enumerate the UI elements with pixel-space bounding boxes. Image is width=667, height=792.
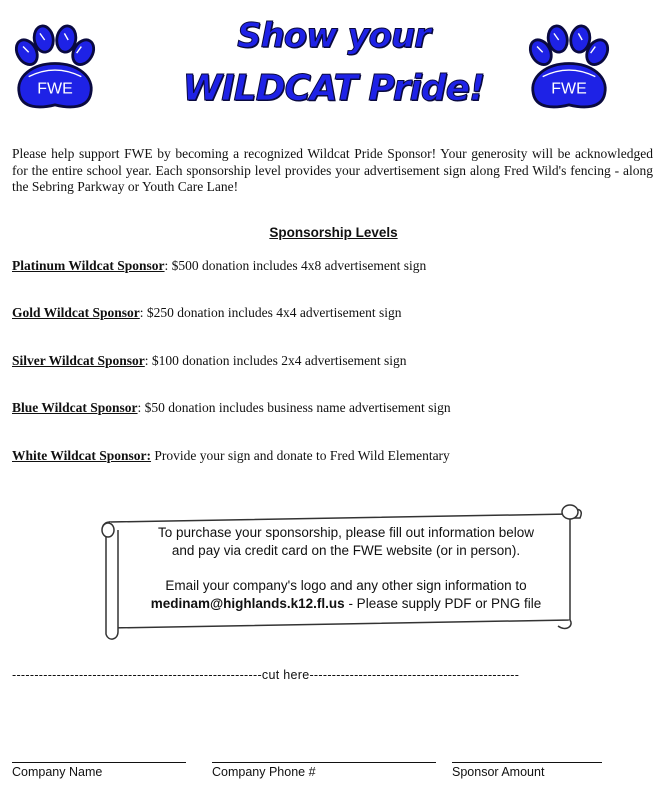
notice-line-4	[118, 595, 574, 613]
paw-logo-left	[8, 24, 102, 118]
level-desc: Provide your sign and donate to Fred Wild Elementary	[151, 448, 450, 463]
level-desc: : $50 donation includes business name advertisement sign	[137, 400, 451, 415]
sponsorship-levels-heading: Sponsorship Levels	[269, 225, 398, 240]
intro-paragraph: Please help support FWE by becoming a recognized Wildcat Pride Sponsor! Your generosity will be acknowledged for the entire school year. Each sponsorship level provides your advertisement sign along Fred Wild's fencing - along the Sebring Parkway or Youth Care Lane!	[12, 146, 653, 194]
level-name: Gold Wildcat Sponsor	[12, 305, 140, 320]
company-name-label: Company Name	[12, 765, 103, 779]
company-phone-line[interactable]	[212, 762, 436, 763]
level-gold	[12, 304, 657, 322]
level-platinum	[12, 257, 657, 275]
level-desc: : $250 donation includes 4x4 advertisement sign	[139, 305, 402, 320]
notice-file-types: - Please supply PDF or PNG file	[344, 596, 542, 611]
level-desc: : $500 donation includes 4x8 advertisement sign	[164, 258, 427, 273]
company-phone-label: Company Phone #	[212, 765, 316, 779]
level-silver	[12, 352, 657, 370]
contact-email[interactable]: medinam@highlands.k12.fl.us	[150, 596, 345, 611]
scroll-banner	[96, 500, 586, 645]
title-line-1: Show your	[237, 16, 430, 56]
paw-logo-left-text: FWE	[37, 80, 73, 98]
sponsor-amount-line[interactable]	[452, 762, 602, 763]
sponsor-amount-label: Sponsor Amount	[452, 765, 545, 779]
company-name-line[interactable]	[12, 762, 186, 763]
level-name: Blue Wildcat Sponsor	[12, 400, 138, 415]
cut-line: --------------------------------------------------------cut here-----------------------------------------------	[12, 668, 520, 682]
level-name: White Wildcat Sponsor:	[12, 448, 152, 463]
level-blue	[12, 399, 657, 417]
paw-logo-right	[522, 24, 616, 118]
level-name: Platinum Wildcat Sponsor	[12, 258, 165, 273]
level-white	[12, 447, 657, 465]
notice-line-3: Email your company's logo and any other sign information to	[165, 578, 527, 593]
notice-line-1: To purchase your sponsorship, please fill out information below	[158, 525, 534, 540]
notice-line-2: and pay via credit card on the FWE website (or in person).	[171, 543, 521, 558]
level-name: Silver Wildcat Sponsor	[12, 353, 145, 368]
level-desc: : $100 donation includes 2x4 advertisement sign	[144, 353, 407, 368]
paw-logo-right-text: FWE	[551, 80, 587, 98]
title-line-2: WILDCAT Pride!	[182, 68, 485, 109]
